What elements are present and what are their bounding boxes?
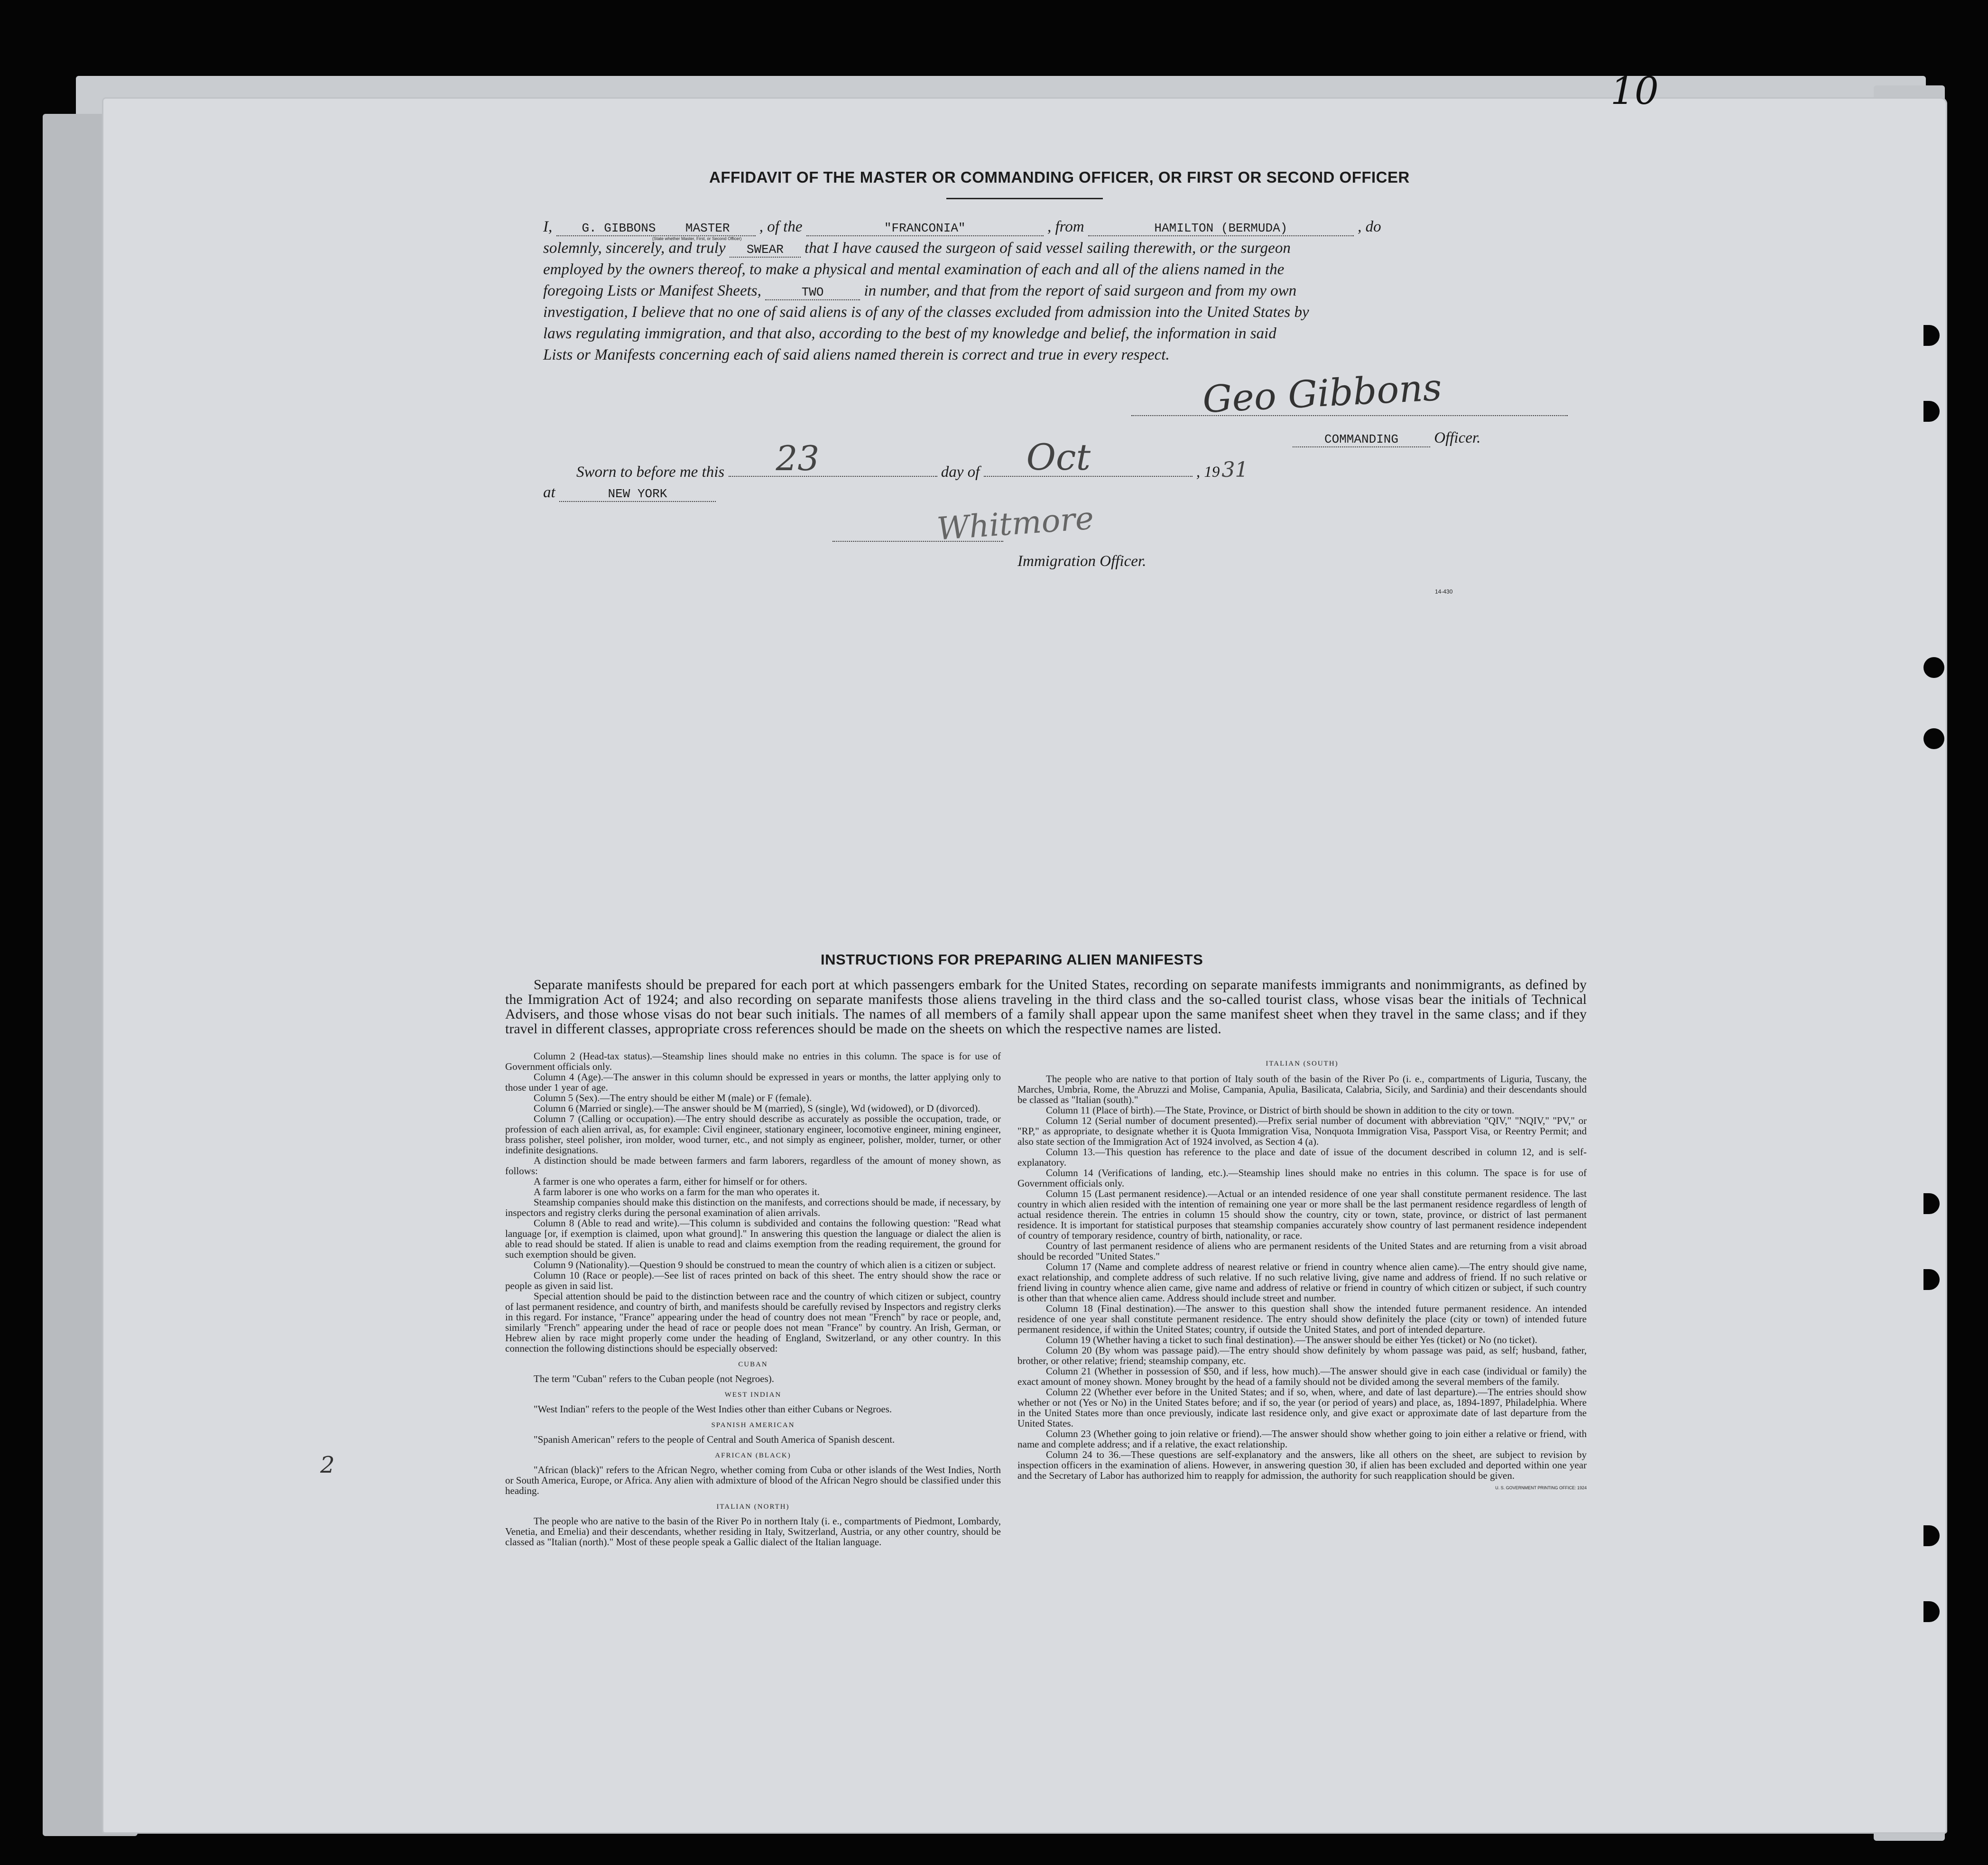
left-column-paragraph: Column 6 (Married or single).—The answer should be M (married), S (single), Wd (widowed), or D (divorced). bbox=[534, 1103, 980, 1114]
right-column-paragraph: Column 20 (By whom was passage paid).—The entry should show definitely by whom passage was paid, as self; husband, father, brother, or other relative; friend; steamship company, etc. bbox=[1017, 1345, 1587, 1366]
affidavit-line-2: solemnly, sincerely, and truly SWEAR that I have caused the surgeon of said vessel sailing therewith, or the surgeon bbox=[543, 240, 1291, 257]
punch-hole bbox=[1923, 1269, 1940, 1290]
immigration-signature: Whitmore bbox=[935, 500, 1095, 547]
vessel-field: "FRANCONIA" bbox=[806, 221, 1044, 236]
race-section-heading: CUBAN bbox=[738, 1361, 768, 1368]
right-column-paragraph: Column 11 (Place of birth).—The State, Province, or District of birth should be shown in addition to the city or town. bbox=[1046, 1104, 1515, 1116]
right-column-paragraph: Column 13.—This question has reference to the place and date of issue of the document described in column 12, and is self-explanatory. bbox=[1017, 1146, 1587, 1168]
port-field: HAMILTON (BERMUDA) bbox=[1088, 221, 1354, 236]
right-column-paragraph: Column 18 (Final destination).—The answer to this question shall show the intended future permanent residence. An intended residence of one year shall constitute permanent residence. The entry should show definitely the place (city or town) of intended future permanent residence, if within the United States; country, if outside the United States, and port of intended departure. bbox=[1017, 1303, 1587, 1335]
left-column-paragraph: Column 7 (Calling or occupation).—The entry should describe as accurately as possible the occupation, trade, or profession of each alien arrival, as, for example: Civil engineer, stationary engineer, locomotive engineer, mining engineer, brass polisher, steel polisher, iron molder, wood turner, etc., and not simply as engineer, polisher, molder, turner, or other indefinite designations. bbox=[505, 1113, 1001, 1156]
right-column-paragraph: Column 21 (Whether in possession of $50, and if less, how much).—The answer should give in each case (individual or family) the exact amount of money shown. Money brought by the head of a family should not be divided among the several members of the family. bbox=[1017, 1365, 1587, 1387]
punch-hole bbox=[1923, 325, 1940, 346]
instructions-right-column bbox=[1017, 1056, 1587, 1777]
instructions-intro: Separate manifests should be prepared for each port at which passengers embark for the United States, recording on separate manifests immigrants and nonimmigrants, as defined by the Immigration Act of 1924; and also recording on separate manifests those aliens traveling in the third class and the so-called tourist class, whose visas bear the initials of Technical Advisers, and those whose visas do not bear such initials. The names of all members of a family shall appear upon the same manifest sheet when they travel in the same class; and if they travel in different classes, appropriate cross references should be made on the sheets on which the respective names are listed. bbox=[505, 977, 1587, 1037]
right-column-paragraph: Column 15 (Last permanent residence).—Actual or an intended residence of one year shall constitute permanent residence. The last country in which alien resided with the intention of remaining one year or more shall be the last permanent residence regardless of length of actual residence therein. The entries in column 15 should show the country, city or town, state, province, or district of last permanent residence. It is important for statistical purposes that steamship companies accurately show country of last permanent residence independent of country of temporary residence, country of birth, nationality, or race. bbox=[1017, 1188, 1587, 1241]
right-column-paragraph: Column 22 (Whether ever before in the United States; and if so, when, where, and date of last departure).—The entries should show whether or not (Yes or No) in the United States before; and if so, the year (or period of years) and place, as, 1894-1897, Philadelphia. Where in the United States more than once previously, indicate last residence only, and give exact or approximate date of last departure from the United States. bbox=[1017, 1386, 1587, 1429]
punch-hole bbox=[1923, 401, 1940, 422]
rank-caption: (State whether Master, First, or Second Officer) bbox=[652, 236, 742, 241]
form-number: 14-430 bbox=[1435, 588, 1453, 595]
commanding-officer-line: COMMANDING Officer. bbox=[1293, 429, 1480, 447]
affidavit-line-3: employed by the owners thereof, to make a physical and mental examination of each and all of the aliens named in the bbox=[543, 261, 1285, 278]
right-column-paragraph: Country of last permanent residence of aliens who are permanent residents of the United States and are returning from a visit abroad should be recorded "United States." bbox=[1017, 1240, 1587, 1262]
race-section-text: The term "Cuban" refers to the Cuban people (not Negroes). bbox=[534, 1373, 774, 1384]
left-column-paragraph: Steamship companies should make this distinction on the manifests, and corrections should be made, if necessary, by inspectors and registry clerks during the personal examination of alien arrivals. bbox=[505, 1197, 1001, 1218]
officer-name-field: G. GIBBONS MASTER bbox=[556, 221, 756, 236]
affidavit-line-5: investigation, I believe that no one of said aliens is of any of the classes excluded from admission into the United States by bbox=[543, 304, 1309, 321]
right-column-paragraph: The people who are native to that portion of Italy south of the basin of the River Po (i. e., compartments of Liguria, Tuscany, the Marches, Umbria, Rome, the Abruzzi and Molise, Campania, Apulia, Basilicata, Calabria, Sicily, and Sardinia) and their descendants should be classed as "Italian (south)." bbox=[1017, 1073, 1587, 1105]
left-column-paragraph: Column 4 (Age).—The answer in this column should be expressed in years or months, the latter applying only to those under 1 year of age. bbox=[505, 1071, 1001, 1093]
italian-south-heading: ITALIAN (SOUTH) bbox=[1266, 1060, 1339, 1067]
sheet-count-field: TWO bbox=[765, 285, 860, 300]
left-column-paragraph: Column 5 (Sex).—The entry should be either M (male) or F (female). bbox=[534, 1092, 812, 1104]
right-column-paragraph: Column 19 (Whether having a ticket to such final destination).—The answer should be either Yes (ticket) or No (no ticket). bbox=[1046, 1334, 1537, 1345]
instructions-title: INSTRUCTIONS FOR PREPARING ALIEN MANIFESTS bbox=[821, 951, 1203, 968]
race-section-heading: WEST INDIAN bbox=[724, 1391, 782, 1399]
sworn-day-field bbox=[729, 438, 937, 478]
master-signature: Geo Gibbons bbox=[1201, 366, 1443, 422]
affidavit-line-4: foregoing Lists or Manifest Sheets, TWO in number, and that from the report of said surgeon and from my own bbox=[543, 282, 1297, 299]
affidavit-title: AFFIDAVIT OF THE MASTER OR COMMANDING OFFICER, OR FIRST OR SECOND OFFICER bbox=[709, 168, 1410, 186]
officer-title-field: COMMANDING bbox=[1293, 432, 1430, 447]
title-underline bbox=[946, 198, 1103, 199]
punch-hole bbox=[1923, 1601, 1940, 1622]
punch-hole bbox=[1923, 1193, 1940, 1214]
sworn-month-field bbox=[984, 436, 1193, 478]
sworn-year: 31 bbox=[1221, 458, 1248, 482]
master-signature-line bbox=[1131, 415, 1568, 416]
instructions-left-column bbox=[505, 1051, 1001, 1786]
place-field: NEW YORK bbox=[559, 487, 716, 502]
margin-mark: 2 bbox=[320, 1452, 335, 1478]
oath-field: SWEAR bbox=[730, 242, 801, 258]
sworn-month: Oct bbox=[1026, 436, 1091, 478]
race-section-text: The people who are native to the basin of the River Po in northern Italy (i. e., compartments of Piedmont, Lombardy, Venetia, and Emelia) and their descendants, whether residing in Italy, Switzerland, Austria, or any other country, should be classed as "Italian (north)." Most of these people speak a Gallic dialect of the Italian language. bbox=[505, 1515, 1001, 1548]
right-column-paragraph: Column 14 (Verifications of landing, etc.).—Steamship lines should make no entries in this column. The space is for use of Government officials only. bbox=[1017, 1167, 1587, 1189]
punch-hole bbox=[1923, 1525, 1940, 1546]
immigration-officer-label: Immigration Officer. bbox=[1017, 553, 1147, 570]
left-column-paragraphs bbox=[505, 1051, 1001, 1354]
affidavit-line-6: laws regulating immigration, and that also, according to the best of my knowledge and belief, the information in said bbox=[543, 325, 1276, 342]
affidavit-line-7: Lists or Manifests concerning each of said aliens named therein is correct and true in every respect. bbox=[543, 346, 1170, 363]
race-section-heading: ITALIAN (NORTH) bbox=[716, 1503, 790, 1511]
race-section-text: "African (black)" refers to the African Negro, whether coming from Cuba or other islands of the West Indies, North or South America, Europe, or Africa. Any alien with admixture of blood of the African Negro should be classified under this heading. bbox=[505, 1464, 1001, 1496]
affidavit-line-1: I, G. GIBBONS MASTER , of the "FRANCONIA" , from HAMILTON (BERMUDA) , do bbox=[543, 218, 1381, 235]
punch-hole bbox=[1923, 728, 1944, 749]
race-section-text: "West Indian" refers to the people of the West Indies other than either Cubans or Negroes. bbox=[534, 1403, 892, 1415]
sworn-day: 23 bbox=[776, 438, 820, 478]
left-column-paragraph: Special attention should be paid to the distinction between race and the country of which citizen or subject, country of last permanent residence, and country of birth, and manifests should be carefully revised by Inspectors and registry clerks in this regard. For instance, "France" appearing under the head of country does not mean "French" by race or people, and, similarly "French" appearing under the head of race or people does not mean "France" by country. An Irish, German, or Hebrew alien by race might properly come under the heading of England, Switzerland, or any other country. In this connection the following distinctions should be especially observed: bbox=[505, 1290, 1001, 1354]
left-column-paragraph: Column 2 (Head-tax status).—Steamship lines should make no entries in this column. The space is for use of Government officials only. bbox=[505, 1051, 1001, 1072]
place-line: at NEW YORK bbox=[543, 484, 716, 502]
corner-number: 10 bbox=[1610, 69, 1659, 113]
right-column-paragraph: Column 24 to 36.—These questions are self-explanatory and the answers, like all others on the sheet, are subject to revision by inspection officers in the examination of aliens. However, in answering question 30, if alien has been excluded and deported within one year and the Secretary of Labor has authorized him to reapply for admission, the authority for such reapplication should be given. bbox=[1017, 1449, 1587, 1481]
right-column-paragraph: Column 23 (Whether going to join relative or friend).—The answer should show whether going to join either a relative or friend, with name and complete address; and if a relative, the exact relationship. bbox=[1017, 1428, 1587, 1450]
left-column-paragraph: Column 8 (Able to read and write).—This column is subdivided and contains the following question: "Read what language [or, if exemption is claimed, upon what ground]." In answering this question the language or dialect the alien is able to read should be stated. If alien is unable to read and claims exemption from the reading requirement, the ground for such exemption should be given. bbox=[505, 1217, 1001, 1260]
manifest-page bbox=[102, 69, 1947, 1834]
race-section-heading: SPANISH AMERICAN bbox=[711, 1421, 795, 1429]
left-column-paragraph: Column 10 (Race or people).—See list of races printed on back of this sheet. The entry should show the race or people as given in said list. bbox=[505, 1270, 1001, 1291]
race-section-heading: AFRICAN (BLACK) bbox=[715, 1452, 791, 1459]
left-column-sections bbox=[505, 1359, 1001, 1547]
left-column-paragraph: A farm laborer is one who works on a farm for the man who operates it. bbox=[534, 1186, 820, 1197]
right-column-paragraph: Column 17 (Name and complete address of nearest relative or friend in country whence alien came).—The entry should give name, exact relationship, and complete address of such relative. If no such relative living, give name and address of friend. If no such relative or friend living in country whence alien came, give name and address of relative or friend in country of which citizen or subject, if such country is other than that whence alien came. Address should include street and number. bbox=[1017, 1261, 1587, 1304]
left-column-paragraph: A farmer is one who operates a farm, either for himself or for others. bbox=[534, 1176, 807, 1187]
right-column-paragraphs bbox=[1017, 1074, 1587, 1481]
race-section-text: "Spanish American" refers to the people of Central and South America of Spanish descent. bbox=[534, 1434, 895, 1445]
printing-office: U. S. GOVERNMENT PRINTING OFFICE: 1924 bbox=[1495, 1485, 1587, 1490]
left-column-paragraph: A distinction should be made between farmers and farm laborers, regardless of the amount of money shown, as follows: bbox=[505, 1155, 1001, 1177]
punch-hole bbox=[1923, 657, 1944, 678]
right-column-paragraph: Column 12 (Serial number of document presented).—Prefix serial number of document with abbreviation "QIV," "NQIV," "PV," or "RP," as appropriate, to designate whether it is Quota Immigration Visa, Nonquota Immigration Visa, Passport Visa, or Reentry Permit; and also state section of the Immigration Act of 1924 involved, as Section 4 (a). bbox=[1017, 1115, 1587, 1147]
sworn-line: Sworn to before me this 23 day of Oct , 1931 bbox=[576, 436, 1248, 482]
left-column-paragraph: Column 9 (Nationality).—Question 9 should be construed to mean the country of which alien is a citizen or subject. bbox=[534, 1259, 996, 1271]
